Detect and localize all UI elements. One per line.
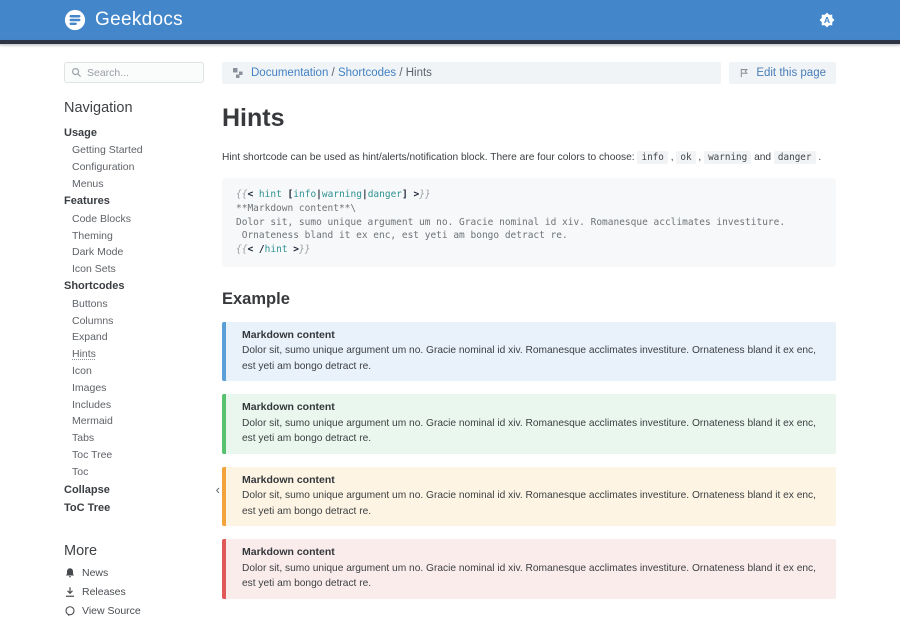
sidebar-section-usage[interactable] — [64, 124, 222, 142]
collapse-chevron-icon[interactable]: ‹ — [215, 482, 220, 498]
sidebar-section-toc-tree[interactable] — [64, 499, 222, 517]
main-content — [222, 62, 836, 624]
nav-heading: Navigation — [64, 100, 133, 116]
more-item-news[interactable] — [64, 567, 222, 579]
sidebar-item-mermaid[interactable]: Mermaid — [72, 415, 113, 428]
inline-code-ok: ok — [676, 151, 695, 164]
code-line: {{< /hint >}} — [236, 244, 311, 256]
more-item-view-source[interactable] — [64, 605, 222, 617]
example-heading: Example — [222, 289, 290, 308]
sidebar-item-tabs[interactable]: Tabs — [72, 432, 95, 445]
sidebar-item-hints[interactable]: Hints — [72, 348, 96, 361]
github-icon — [64, 605, 76, 617]
code-block — [222, 178, 836, 267]
code-line: Ornateness bland it ex enc, est yeti am bongo detract re. — [236, 230, 568, 242]
breadcrumb-hints: Hints — [405, 67, 432, 79]
code-line: **Markdown content**\ — [236, 202, 357, 214]
more-list — [64, 567, 222, 617]
inline-code-info: info — [637, 151, 667, 164]
inline-code-warning: warning — [704, 151, 751, 164]
sidebar-item-getting-started[interactable]: Getting Started — [72, 144, 143, 157]
more-item-label: News — [82, 567, 109, 580]
intro-paragraph: Hint shortcode can be used as hint/alerts/notification block. There are four colors to choose: info , ok , warning and danger . — [222, 152, 822, 163]
edit-this-page-button[interactable] — [729, 62, 836, 84]
breadcrumb-separator: / — [396, 67, 406, 79]
section-label-text: ToC Tree — [64, 502, 111, 515]
hint-box-info — [222, 322, 836, 382]
more-item-label: Releases — [82, 586, 126, 599]
breadcrumb-trail — [251, 67, 432, 79]
sidebar-section-features[interactable] — [64, 192, 222, 210]
edit-label: Edit this page — [756, 67, 826, 79]
hint-body: Dolor sit, sumo unique argument um no. Gracie nominal id xiv. Romanesque acclimates investiture. Ornateness bland it ex enc, est yeti am bongo detract re. — [242, 417, 816, 445]
section-label-text: Usage — [64, 127, 98, 139]
hint-body: Dolor sit, sumo unique argument um no. Gracie nominal id xiv. Romanesque acclimates investiture. Ornateness bland it ex enc, est yeti am bongo detract re. — [242, 562, 816, 590]
hint-body: Dolor sit, sumo unique argument um no. Gracie nominal id xiv. Romanesque acclimates investiture. Ornateness bland it ex enc, est yeti am bongo detract re. — [242, 345, 816, 372]
sidebar-item-icon[interactable]: Icon — [72, 364, 92, 377]
breadcrumb — [222, 62, 721, 84]
topbar — [222, 62, 836, 84]
edit-icon — [739, 67, 750, 79]
hint-title: Markdown content — [242, 473, 335, 486]
sidebar-item-buttons[interactable]: Buttons — [72, 297, 108, 310]
page-title: Hints — [222, 104, 285, 132]
hint-title: Markdown content — [242, 328, 335, 341]
sidebar — [64, 62, 222, 624]
app-header — [0, 0, 900, 40]
sidebar-item-toc-tree[interactable]: Toc Tree — [72, 448, 113, 461]
sidebar-item-images[interactable]: Images — [72, 381, 107, 394]
hint-body: Dolor sit, sumo unique argument um no. Gracie nominal id xiv. Romanesque acclimates investiture. Ornateness bland it ex enc, est yeti am bongo detract re. — [242, 490, 816, 517]
search-icon — [71, 67, 82, 78]
section-label-text: Collapse — [64, 483, 110, 496]
more-item-label: View Source — [82, 605, 141, 618]
sidebar-item-configuration[interactable]: Configuration — [72, 161, 135, 174]
download-icon — [64, 586, 76, 598]
sidebar-item-includes[interactable]: Includes — [72, 398, 112, 411]
inline-code-danger: danger — [774, 151, 816, 164]
hint-box-danger — [222, 539, 836, 599]
sidebar-item-expand[interactable]: Expand — [72, 331, 108, 344]
sidebar-item-icon-sets[interactable]: Icon Sets — [72, 263, 116, 276]
page-body — [0, 45, 900, 624]
sidebar-section-shortcodes[interactable] — [64, 277, 222, 295]
search-input[interactable] — [87, 67, 197, 79]
breadcrumb-documentation[interactable]: Documentation — [251, 67, 329, 79]
section-label-text: Features — [64, 195, 110, 208]
sidebar-item-theming[interactable]: Theming — [72, 229, 113, 242]
sidebar-item-columns[interactable]: Columns — [72, 314, 114, 327]
hint-box-warning — [222, 467, 836, 527]
search-box[interactable] — [64, 62, 204, 83]
sitemap-icon — [232, 67, 244, 79]
breadcrumb-shortcodes[interactable]: Shortcodes — [337, 67, 397, 79]
bell-icon — [64, 567, 76, 579]
code-line: {{< hint [info|warning|danger] >}} — [236, 189, 431, 200]
site-title[interactable]: Geekdocs — [95, 9, 183, 30]
brightness-auto-icon[interactable] — [818, 11, 836, 29]
sidebar-item-toc[interactable]: Toc — [72, 465, 89, 478]
hint-boxes — [222, 322, 836, 599]
sidebar-item-dark-mode[interactable]: Dark Mode — [72, 246, 124, 259]
code-line: Dolor sit, sumo unique argument um no. Gracie nominal id xiv. Romanesque acclimates investiture. — [236, 216, 786, 228]
section-label-text: Shortcodes — [64, 280, 125, 293]
more-heading: More — [64, 543, 98, 560]
sidebar-item-menus[interactable]: Menus — [72, 177, 104, 190]
svg-text:A: A — [823, 15, 831, 26]
breadcrumb-separator: / — [328, 67, 338, 79]
geekdocs-logo-icon[interactable] — [64, 9, 86, 31]
nav-sections — [64, 124, 222, 517]
more-item-releases[interactable] — [64, 586, 222, 598]
hint-box-ok — [222, 394, 836, 454]
sidebar-item-code-blocks[interactable]: Code Blocks — [72, 212, 131, 225]
hint-title: Markdown content — [242, 546, 335, 559]
hint-title: Markdown content — [242, 401, 335, 414]
sidebar-section-collapse[interactable] — [64, 480, 222, 499]
